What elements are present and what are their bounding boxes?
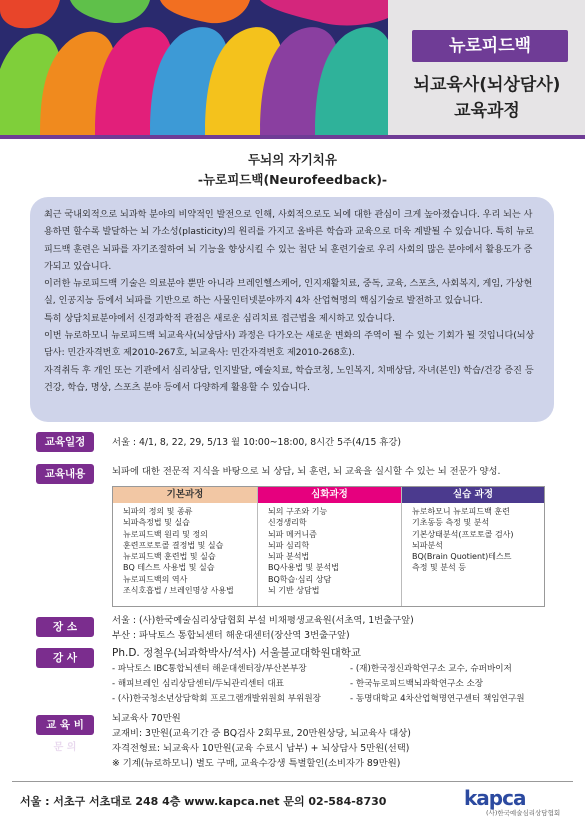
list-item: 뇌파 심리학 <box>268 540 310 550</box>
content-label: 교육내용 <box>36 464 94 484</box>
header-divider <box>0 135 585 139</box>
instructor-credential: - 해피브레인 심리상담센터/두뇌관리센터 대표 <box>112 679 284 689</box>
list-item: BQ(Brain Quotient)테스트 <box>412 552 512 562</box>
curriculum-column-basic <box>113 487 258 606</box>
list-item: 뉴로피드백 훈련법 및 실습 <box>123 552 216 562</box>
kapca-logo-subtitle: (사)한국예술심리상담협회 <box>486 809 561 817</box>
list-item: 뇌파측정법 및 실습 <box>123 518 190 528</box>
list-item: BQ학습·심리 상담 <box>268 574 332 584</box>
instructor-credential: - (사)한국청소년상담학회 프로그램개발위원회 부위원장 <box>112 694 321 704</box>
list-item: 신경생리학 <box>268 518 307 528</box>
curriculum-column-advanced <box>258 487 402 606</box>
footer-contact: 서울 : 서초구 서초대로 248 4층 www.kapca.net 문의 02-584-8730 <box>20 795 387 808</box>
place-label: 장 소 <box>36 617 94 637</box>
silhouette-heads-artwork <box>0 0 388 135</box>
list-item: 훈련프로토콜 결정법 및 실습 <box>123 540 224 550</box>
instructor-label: 강 사 <box>36 648 94 668</box>
kapca-logo: kapca <box>464 786 526 810</box>
list-item: 뇌파분석 <box>412 540 443 550</box>
intro-paragraph: 특히 상담치료분야에서 신경과학적 관점은 새로운 심리치료 접근법을 제시하고 있습니다. <box>44 313 396 324</box>
list-item: BQ 테스트 사용법 및 실습 <box>123 563 215 573</box>
fee-label: 교 육 비 <box>36 715 94 735</box>
list-item: 기초동등 측정 및 분석 <box>412 518 490 528</box>
list-item: BQ사용법 및 분석법 <box>268 563 339 573</box>
column-header: 심화과정 <box>258 487 401 503</box>
list-item: 뇌파 분석법 <box>268 552 310 562</box>
fee-line: ※ 기계(뉴로하모니) 별도 구매, 교육수강생 특별할인(소비자가 89만원) <box>112 758 401 769</box>
intro-paragraph: 최근 국내외적으로 뇌과학 분야의 비약적인 발전으로 인해, 사회적으로도 뇌에 대한 관심이 크게 높아졌습니다. 우리 뇌는 사용하면 할수록 발달하는 뇌 가소성(plasticity)의 원리를 가지고 올바른 학습과 교육으로 더욱 계발될 수 있습니다. 특히 뉴로피드백 훈련은 뇌파를 자기조절하여 뇌 기능을 향상시킬 수 있는 첨단 뇌 훈련기술로 우리 사회의 많은 분야에서 활용도가 증가되고 있습니다. <box>44 210 534 272</box>
list-item: 뉴로하모니 뉴로피드백 훈련 <box>412 507 510 516</box>
place-line-seoul: 서울 : (사)한국예술심리상담협회 부설 비채평생교육원(서초역, 1번출구앞) <box>112 615 414 626</box>
subtitle-main: 두뇌의 자기치유 <box>248 152 337 167</box>
list-item: 측정 및 분석 등 <box>412 563 466 573</box>
inquiry-ghost-label: 문 의 <box>53 742 77 753</box>
list-item: 뉴로피드백의 역사 <box>123 574 188 584</box>
curriculum-table <box>112 486 545 607</box>
list-item: 뇌의 구조와 기능 <box>268 507 328 516</box>
fee-line: 뇌교육사 70만원 <box>112 713 181 724</box>
instructor-credential: - 한국뉴로피드백뇌과학연구소 소장 <box>350 679 484 689</box>
intro-paragraph: 이러한 뉴로피드백 기술은 의료분야 뿐만 아니라 브레인헬스케어, 인지재활치료, 중독, 교육, 스포츠, 사회복지, 게임, 가상현실, 인공지능 등에서 뇌파를 기반으로 하는 사물인터넷분야까지 4차 산업혁명의 핵심기술로 발전하고 있습니다. <box>44 279 533 307</box>
instructor-credential: - 파낙토스 IBC통합뇌센터 해운대센터장/부산본부장 <box>112 664 307 674</box>
course-title-line1: 뇌교육사(뇌상담사) <box>413 75 561 95</box>
instructor-name: Ph.D. 정철우(뇌과학박사/석사) 서울불교대학원대학교 <box>112 647 362 659</box>
column-header: 실습 과정 <box>402 487 544 503</box>
list-item: 뉴로피드백 원리 및 정의 <box>123 529 208 539</box>
intro-paragraph: 이번 뉴로하모니 뉴로피드백 뇌교육사(뇌상담사) 과정은 다가오는 새로운 변화의 주역이 될 수 있는 기회가 될 것입니다(뇌상담사: 민간자격번호 제2010-267호, 뇌교육사: 민간자격번호 제2010-268호). <box>44 331 535 359</box>
footer-divider <box>12 781 573 782</box>
content-text: 뇌파에 대한 전문적 지식을 바탕으로 뇌 상담, 뇌 훈련, 뇌 교육을 실시할 수 있는 뇌 전문가 양성. <box>112 466 501 477</box>
intro-box <box>30 197 554 422</box>
list-item: 뇌 기반 상담법 <box>268 586 320 596</box>
intro-paragraph: 자격취득 후 개인 또는 기관에서 심리상담, 인지발달, 예술치료, 학습코칭, 노인복지, 치매상담, 자녀(본인) 학습/건강 증진 등 건강, 학습, 명상, 스포츠 분야 등에서 다양하게 활용할 수 있습니다. <box>44 365 534 393</box>
subtitle-sub: -뉴로피드백(Neurofeedback)- <box>197 172 388 187</box>
list-item: 기본상태분석(프로토콜 검사) <box>412 529 514 539</box>
program-badge: 뉴로피드백 <box>412 30 568 62</box>
instructor-credential: - (재)한국정신과학연구소 교수, 슈퍼바이저 <box>350 664 512 674</box>
list-item: 뇌파의 정의 및 종류 <box>123 507 193 516</box>
course-title-line2: 교육과정 <box>454 101 520 121</box>
list-item: 조식호흡법 / 브레인명상 사용법 <box>123 586 234 596</box>
header-artwork <box>0 0 388 135</box>
schedule-label: 교육일정 <box>36 432 94 452</box>
fee-line: 자격전형료: 뇌교육사 10만원(교육 수료시 납부) + 뇌상담사 5만원(선택) <box>112 743 410 754</box>
list-item: 뇌파 메커니즘 <box>268 529 317 539</box>
fee-line: 교재비: 3만원(교육기간 중 BQ검사 2회무료, 20만원상당, 뇌교육사 대상) <box>112 728 411 739</box>
place-line-busan: 부산 : 파낙토스 통합뇌센터 해운대센터(장산역 3번출구앞) <box>112 630 350 641</box>
instructor-credential: - 동명대학교 4차산업혁명연구센터 책임연구원 <box>350 694 525 704</box>
column-header: 기본과정 <box>113 487 257 503</box>
curriculum-column-practice <box>402 487 544 606</box>
schedule-text: 서울 : 4/1, 8, 22, 29, 5/13 월 10:00~18:00, 8시간 5주(4/15 휴강) <box>112 437 402 448</box>
